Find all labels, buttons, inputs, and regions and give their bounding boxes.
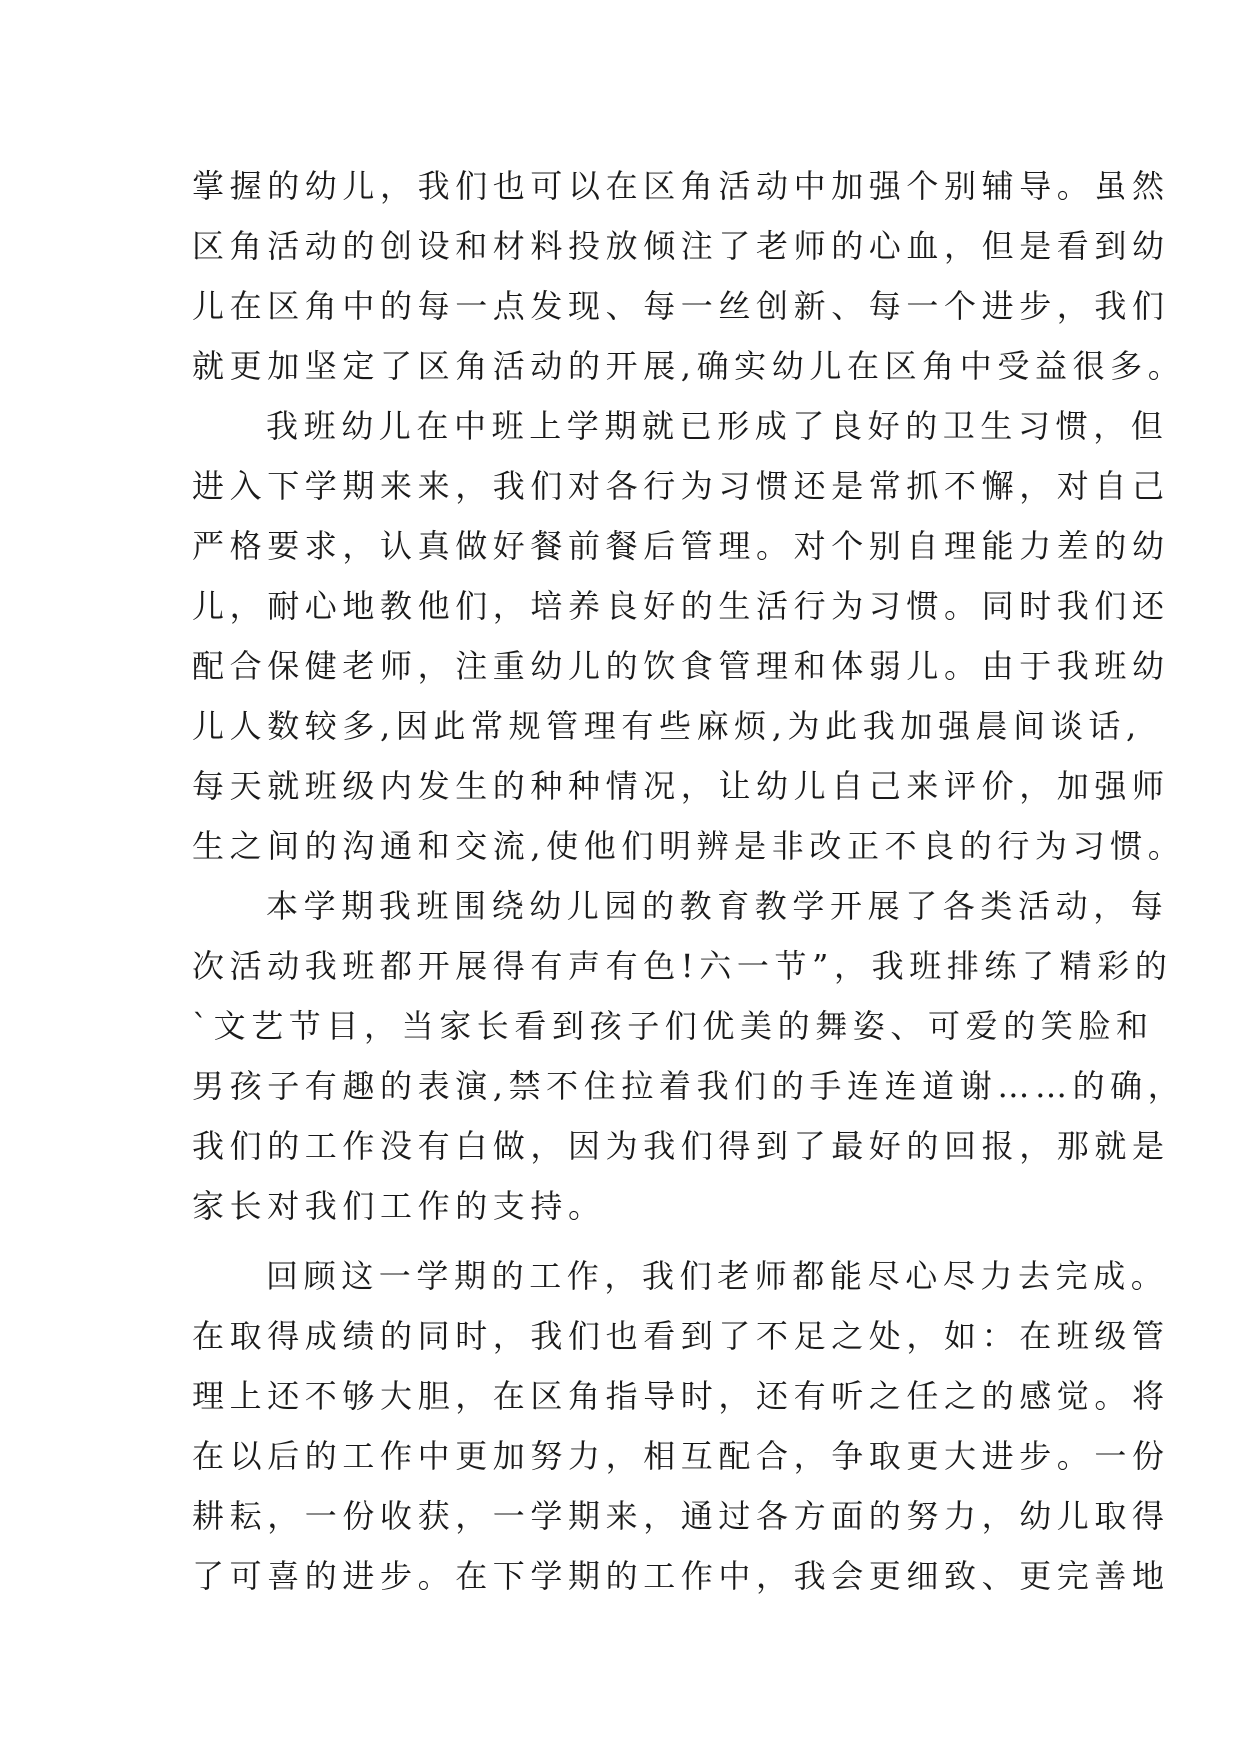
paragraph-gap	[192, 1236, 1054, 1246]
text-line: 儿，耐心地教他们，培养良好的生活行为习惯。同时我们还	[192, 587, 1170, 625]
text-line: 就更加坚定了区角活动的开展,确实幼儿在区角中受益很多。	[192, 347, 1186, 385]
text-line: 耕耘，一份收获，一学期来，通过各方面的努力，幼儿取得	[192, 1497, 1170, 1535]
text-line: 在以后的工作中更加努力，相互配合，争取更大进步。一份	[192, 1437, 1170, 1475]
text-line: 本学期我班围绕幼儿园的教育教学开展了各类活动，每	[266, 887, 1169, 925]
text-line: 回顾这一学期的工作，我们老师都能尽心尽力去完成。	[266, 1257, 1169, 1295]
text-line: 男孩子有趣的表演,禁不住拉着我们的手连连道谢……的确，	[192, 1067, 1186, 1105]
text-line: 严格要求，认真做好餐前餐后管理。对个别自理能力差的幼	[192, 527, 1170, 565]
text-line: 生之间的沟通和交流,使他们明辨是非改正不良的行为习惯。	[192, 827, 1186, 865]
text-line: 理上还不够大胆，在区角指导时，还有听之任之的感觉。将	[192, 1377, 1170, 1415]
text-line: 次活动我班都开展得有声有色!六一节”，我班排练了精彩的	[192, 947, 1173, 985]
text-line: 儿人数较多,因此常规管理有些麻烦,为此我加强晨间谈话,	[192, 707, 1142, 745]
paragraph	[192, 156, 1186, 396]
text-line: 家长对我们工作的支持。	[192, 1187, 606, 1225]
document-body	[192, 156, 1186, 1606]
paragraph	[192, 1246, 1170, 1606]
paragraph	[192, 876, 1186, 1236]
text-line: 儿在区角中的每一点发现、每一丝创新、每一个进步，我们	[192, 287, 1170, 325]
text-line: 我班幼儿在中班上学期就已形成了良好的卫生习惯，但	[266, 407, 1169, 445]
text-line: `文艺节目，当家长看到孩子们优美的舞姿、可爱的笑脸和	[192, 1007, 1154, 1045]
text-line: 配合保健老师，注重幼儿的饮食管理和体弱儿。由于我班幼	[192, 647, 1170, 685]
text-line: 了可喜的进步。在下学期的工作中，我会更细致、更完善地	[192, 1557, 1170, 1595]
text-line: 每天就班级内发生的种种情况，让幼儿自己来评价，加强师	[192, 767, 1170, 805]
paragraph	[192, 396, 1186, 876]
text-line: 区角活动的创设和材料投放倾注了老师的心血，但是看到幼	[192, 227, 1170, 265]
text-line: 我们的工作没有白做，因为我们得到了最好的回报，那就是	[192, 1127, 1170, 1165]
text-line: 掌握的幼儿，我们也可以在区角活动中加强个别辅导。虽然	[192, 167, 1170, 205]
text-line: 进入下学期来来，我们对各行为习惯还是常抓不懈，对自己	[192, 467, 1170, 505]
text-line: 在取得成绩的同时，我们也看到了不足之处，如：在班级管	[192, 1317, 1170, 1355]
